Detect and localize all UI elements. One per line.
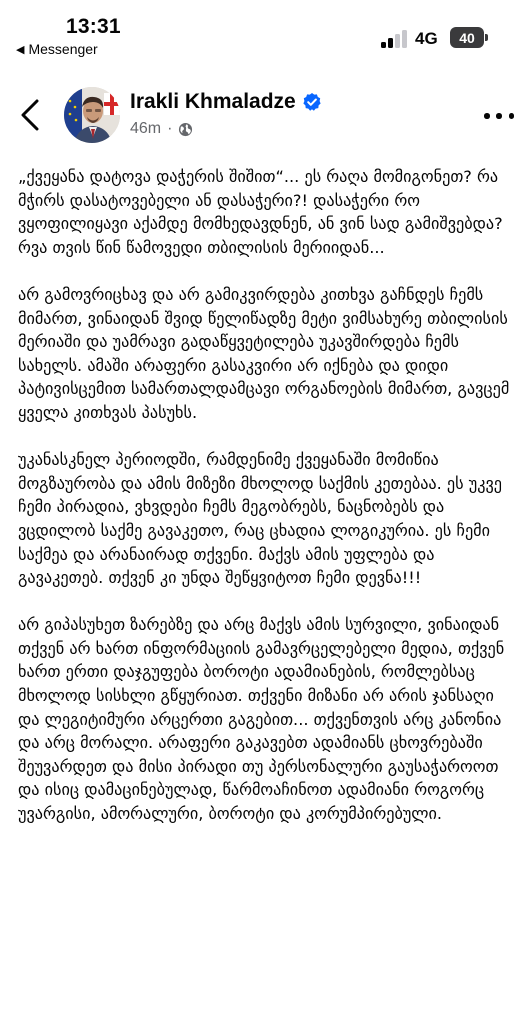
back-to-messenger-link[interactable]	[16, 41, 98, 57]
post-paragraph: არ გიპასუხეთ ზარებზე და არც მაქვს ამის სურვილი, ვინაიდან თქვენ არ ხართ ინფორმაციის გამავრცელებელი მედია, თქვენ ხართ ერთი დაჯგუფება ბოროტი ადამიანების, რომლებსაც მხოლოდ სისხლი გწყურიათ. თქვენი მიზანი არ არის ჯანსაღი და ლეგიტიმური არცერთი გაგებით... თქვენთვის არც კანონია და არც მორალი. არაფერი გაკავებთ ადამიანს ცხოვრებაში შეუვარდეთ და მისი პირადი თუ პერსონალური გაუსაჭაროოთ და ისიც დამაცინებულად, წარმოაჩინოთ ადამიანი როგორც უვარგისი, ამორალური, ბოროტი და კორუმპირებული.	[18, 615, 505, 824]
battery-cap	[485, 34, 488, 41]
more-options-button[interactable]	[484, 106, 514, 126]
back-app-label: Messenger	[28, 41, 98, 57]
avatar[interactable]	[64, 87, 120, 143]
more-dot-icon	[484, 113, 490, 119]
status-bar	[0, 0, 530, 62]
back-button[interactable]	[18, 98, 44, 132]
network-type: 4G	[415, 29, 438, 48]
post-paragraph: არ გამოვრიცხავ და არ გამიკვირდება კითხვა გაჩნდეს ჩემს მიმართ, ვინაიდან შვიდ წელიწადზე მეტი ვიმსახურე თბილისის მერიაში და უამრავი გადაწყვეტილება უკავშირდება ჩემს სახელს. ამაში არაფერი გასაკვირი არ იქნება და დიდი პატივისცემით სამართალდამცავი ორგანოების მიმართ, გავცემ ყველა კითხვას პასუხს.	[18, 284, 510, 422]
more-dot-icon	[496, 113, 502, 119]
public-globe-icon	[178, 122, 193, 137]
post-meta	[130, 120, 193, 138]
more-dot-icon	[509, 113, 515, 119]
post-body	[18, 165, 518, 849]
post-paragraph: უკანასკნელ პერიოდში, რამდენიმე ქვეყანაში მომიწია მოგზაურობა და ამის მიზეზი მხოლოდ საქმის კეთებაა. ეს უკვე ჩემი პირადია, ვხვდები ჩემს მეგობრებს, ნაცნობებს და ვცდილობ საქმე გავაკეთო, რაც ცხადია ლოგიკურია. ეს ჩემი საქმეა და არანაირად თქვენი. მაქვს ამის უფლება და გავაკეთებ. თქვენ კი უნდა შეწყვიტოთ ჩემი დევნა!!!	[18, 450, 502, 588]
chevron-left-icon	[18, 98, 44, 132]
author-name-text: Irakli Khmaladze	[130, 90, 296, 113]
author-name[interactable]	[130, 90, 322, 114]
cellular-signal-icon	[381, 30, 407, 48]
meta-separator: ·	[167, 120, 173, 137]
verified-badge-icon	[302, 92, 322, 112]
profile-photo	[64, 87, 120, 143]
post-paragraph: „ქვეყანა დატოვა დაჭერის შიშით“... ეს რაღა მომიგონეთ? რა მჭირს დასატოვებელი ან დასაჭერი?! დასაჭერი რო ვყოფილიყავი აქამდე მომხედავდნენ, ან ვინ სად გამიშვებდა? რვა თვის წინ წამოვედი თბილისის მერიიდან...	[18, 167, 503, 257]
battery-level: 40	[459, 29, 475, 46]
post-time[interactable]: 46m	[130, 120, 162, 137]
battery-icon	[450, 27, 484, 48]
status-time: 13:31	[66, 15, 121, 38]
back-triangle-icon: ◀	[16, 43, 25, 56]
post-header	[0, 78, 530, 154]
